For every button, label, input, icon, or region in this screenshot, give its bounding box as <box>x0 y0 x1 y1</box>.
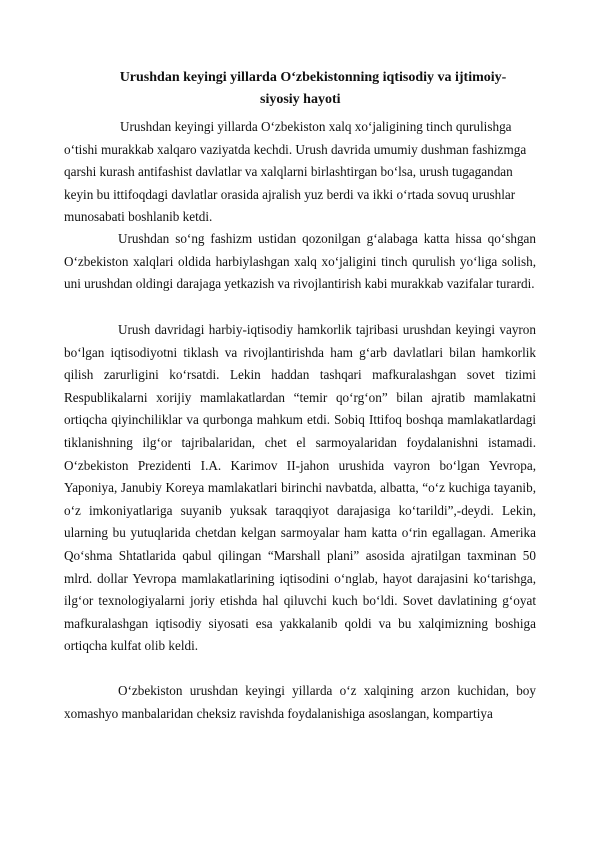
paragraph: Urushdan keyingi yillarda O‘zbekiston xalq xo‘jaligining tinch qurulishga o‘tishi murakkab xalqaro vaziyatda kechdi. Urush davrida umumiy dushman fashizmga qarshi kurash antifashist davlatlar va xalqlarni birlashtirgan bo‘lsa, urush tugagandan keyin bu ittifoqdagi davlatlar orasida ajralish yuz berdi va ikki o‘rtada sovuq urushlar munosabati boshlanib ketdi. <box>64 119 527 225</box>
document-title-line-1: Urushdan keyingi yillarda O‘zbekistonning iqtisodiy va ijtimoiy- <box>119 70 507 85</box>
paragraph: O‘zbekiston urushdan keyingi yillarda o‘z xalqining arzon kuchidan, boy xomashyo manbalaridan cheksiz ravishda foydalanishiga asoslangan, kompartiya <box>64 683 536 721</box>
paragraph: Urushdan so‘ng fashizm ustidan qozonilgan g‘alabaga katta hissa qo‘shgan O‘zbekiston xalqlari oldida harbiylashgan xalq xo‘jaligini tinch qurulish yo‘liga solish, uni urushdan oldingi darajaga yetkazish va rivojlantirish kabi murakkab vazifalar turardi. <box>64 231 536 292</box>
paragraph: Urush davridagi harbiy-iqtisodiy hamkorlik tajribasi urushdan keyingi vayron bo‘lgan iqtisodiyotni tiklash va rivojlantirishda ham g‘arb davlatlari bilan hamkorlik qilish zarurligini ko‘rsatdi. Lekin haddan tashqari mafkuralashgan sovet tizimi Respublikalarni xorijiy mamlakatlardan “temir qo‘rg‘on” bilan ajratib mamlakatni ortiqcha qiyinchiliklar va qurbonga mahkum etdi. Sobiq Ittifoq boshqa mamlakatlardagi tiklanishning ilg‘or tajribalaridan, chet el sarmoyalaridan foydalanishni istamadi. O‘zbekiston Prezidenti I.A. Karimov II-jahon urushida vayron bo‘lgan Yevropa, Yaponiya, Janubiy Koreya mamlakatlari birinchi navbatda, albatta, “o‘z kuchiga tayanib, o‘z imkoniyatlariga suyanib yuksak taraqqiyot darajasiga ko‘tarildi”,-deydi. Lekin, ularning bu yutuqlarida chetdan kelgan sarmoyalar ham katta o‘rin egallagan. Amerika Qo‘shma Shtatlarida qabul qilingan “Marshall plani” asosida ajratilgan taxminan 50 mlrd. dollar Yevropa mamlakatlarining iqtisodini o‘nglab, hayot darajasini ko‘tarishga, ilg‘or texnologiyalarni joriy etishda hal qiluvchi kuch bo‘ldi. Sovet davlatining g‘oyat mafkuralashgan iqtisodiy siyosati esa yakkalanib qoldi va bu xalqimizning boshiga ortiqcha kulfat olib keldi. <box>64 322 536 654</box>
document-title-line-2: siyosiy hayoti <box>260 92 341 107</box>
